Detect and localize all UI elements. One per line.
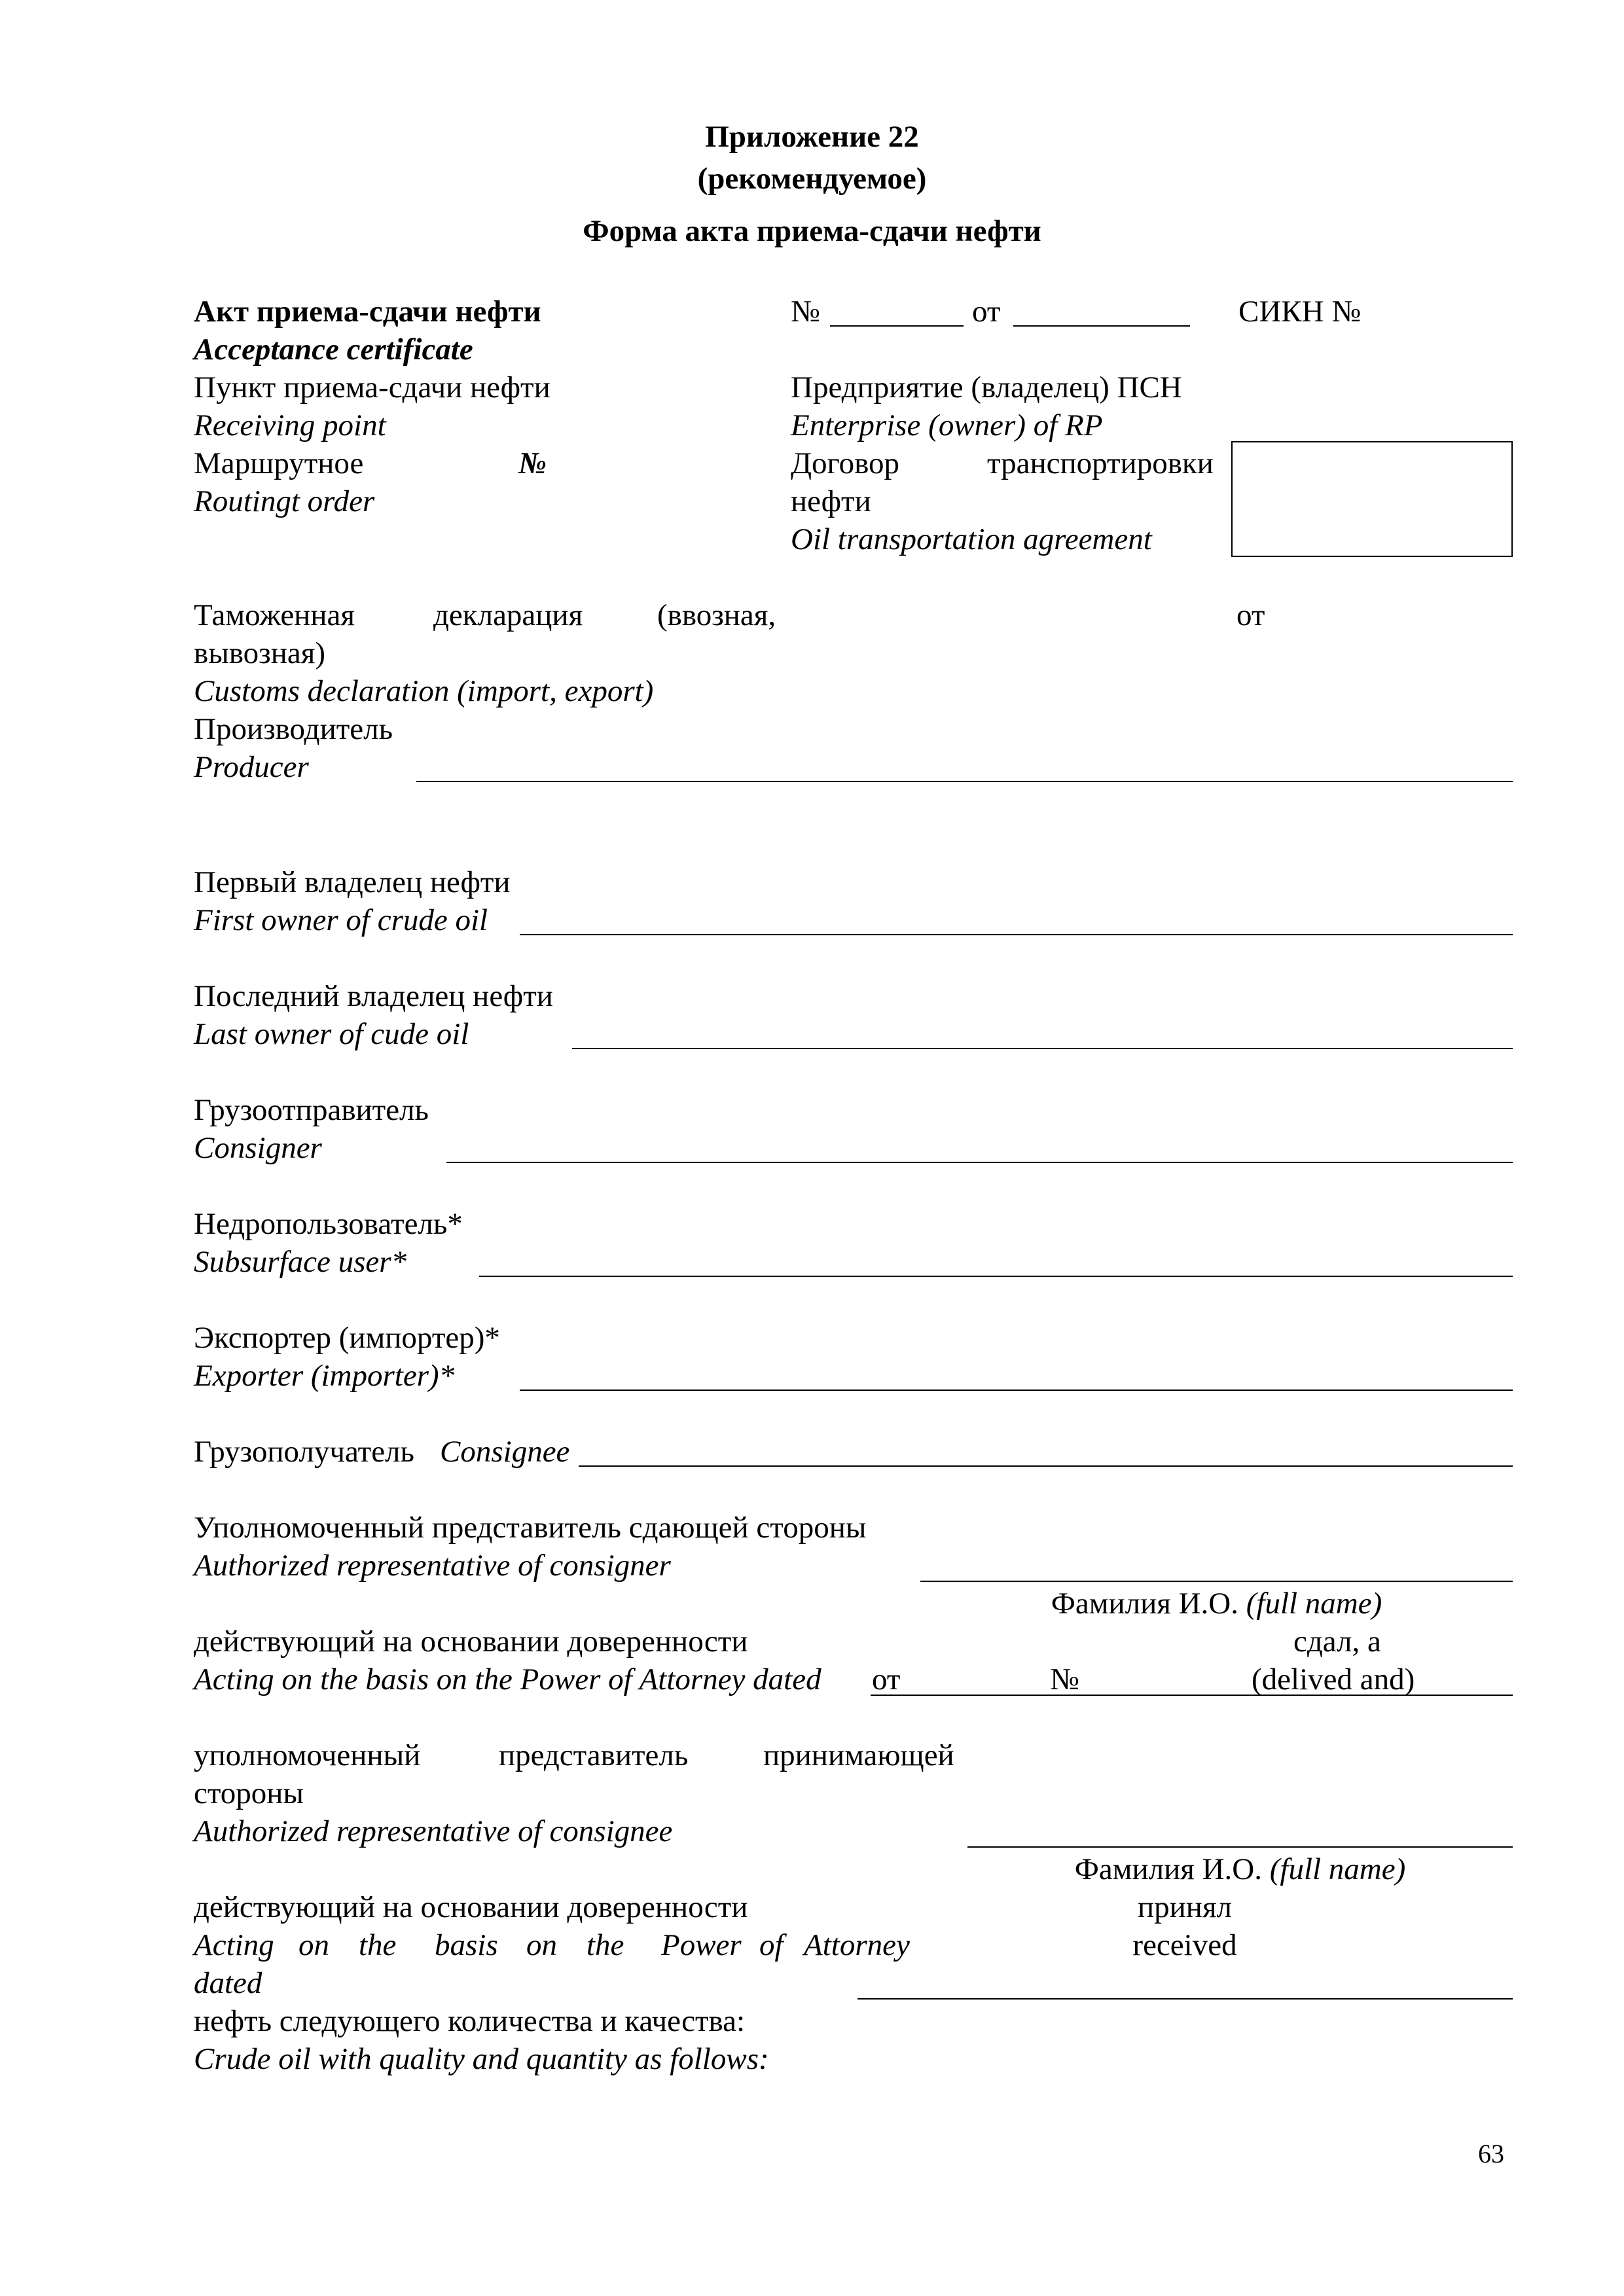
enterprise-label-ru: Предприятие (владелец) ПСН [791, 370, 1182, 404]
consignee-rep-poa-en-word-9: Attorney [804, 1928, 910, 1962]
customs-word-2: декларация [433, 598, 583, 632]
consigner-rep-name-caption [920, 1585, 1513, 1623]
routing-order-label-en: Routingt order [194, 484, 375, 518]
consigner-rep-name-caption-en: (full name) [1246, 1587, 1382, 1621]
consigner-rep-poa-date-label: от [872, 1662, 901, 1696]
first-owner-field[interactable] [520, 934, 1513, 935]
consignee-rep-poa-en-word-3: the [359, 1928, 397, 1962]
consignee-rep-poa-en-word-1: Acting [194, 1928, 274, 1962]
exporter-label-ru: Экспортер (импортер)* [194, 1321, 500, 1355]
consignee-label-ru: Грузополучатель [194, 1435, 414, 1469]
consignee-rep-word-2: представитель [499, 1738, 689, 1772]
consignee-field[interactable] [579, 1465, 1513, 1467]
consigner-rep-poa-number-label: № [1050, 1662, 1079, 1696]
appendix-subtitle: (рекомендуемое) [697, 162, 927, 196]
exporter-label-en: Exporter (importer)* [194, 1359, 455, 1393]
exporter-field[interactable] [520, 1390, 1513, 1391]
subsurface-user-field[interactable] [479, 1276, 1513, 1277]
consigner-rep-handed-ru: сдал, а [1293, 1624, 1381, 1659]
agreement-label-ru-line2: нефти [791, 484, 871, 518]
consignee-rep-name-caption [967, 1850, 1513, 1888]
agreement-word-1: Договор [791, 446, 900, 480]
certificate-title-en: Acceptance certificate [194, 332, 473, 367]
agreement-word-2: транспортировки [987, 446, 1214, 480]
certificate-date-label: от [972, 295, 1001, 329]
consignee-rep-poa-en-word-5: on [526, 1928, 557, 1962]
agreement-label-en: Oil transportation agreement [791, 522, 1152, 556]
consigner-rep-poa-label-ru: действующий на основании доверенности [194, 1624, 748, 1659]
consigner-rep-poa-label-en: Acting on the basis on the Power of Attorney dated [194, 1662, 821, 1696]
consignee-rep-received-en: received [1132, 1928, 1237, 1962]
routing-order-number-label: № [518, 446, 547, 480]
subsurface-user-label-ru: Недропользователь* [194, 1207, 463, 1241]
page-number: 63 [1478, 2139, 1504, 2168]
consignee-rep-name-caption-ru: Фамилия И.О. [1074, 1852, 1262, 1886]
subsurface-user-label-en: Subsurface user* [194, 1245, 407, 1279]
customs-word-1: Таможенная [194, 598, 355, 632]
crude-oil-label-ru: нефть следующего количества и качества: [194, 2004, 746, 2038]
consignee-rep-poa-en-word-8: of [759, 1928, 784, 1962]
receiving-point-label-en: Receiving point [194, 408, 386, 442]
consigner-rep-label-en: Authorized representative of consigner [194, 1549, 671, 1583]
consignee-rep-label-en: Authorized representative of consignee [194, 1814, 673, 1848]
consignee-label-en: Consignee [440, 1435, 570, 1469]
customs-label-ru-line2: вывозная) [194, 636, 325, 670]
enterprise-label-en: Enterprise (owner) of RP [791, 408, 1103, 442]
certificate-number-field[interactable] [830, 325, 964, 327]
customs-date-label: от [1236, 598, 1265, 632]
consignee-rep-name-caption-en: (full name) [1269, 1852, 1406, 1886]
consigner-label-en: Consigner [194, 1131, 322, 1165]
consignee-rep-name-field[interactable] [967, 1846, 1513, 1848]
certificate-date-field[interactable] [1013, 325, 1190, 327]
appendix-title: Приложение 22 [705, 120, 919, 154]
last-owner-label-en: Last owner of cude oil [194, 1017, 469, 1051]
consignee-rep-word-1: уполномоченный [194, 1738, 421, 1772]
first-owner-label-en: First owner of crude oil [194, 903, 488, 937]
consigner-label-ru: Грузоотправитель [194, 1093, 429, 1127]
routing-order-label-ru: Маршрутное [194, 446, 364, 480]
producer-field[interactable] [416, 781, 1513, 782]
certificate-title-ru: Акт приема-сдачи нефти [194, 295, 541, 329]
agreement-number-box[interactable] [1231, 441, 1513, 557]
certificate-number-label: № [791, 295, 820, 329]
consignee-rep-poa-label-ru: действующий на основании доверенности [194, 1890, 748, 1924]
consigner-rep-label-ru: Уполномоченный представитель сдающей стороны [194, 1511, 867, 1545]
consignee-rep-poa-field[interactable] [857, 1998, 1513, 2000]
form-title: Форма акта приема-сдачи нефти [583, 214, 1041, 248]
consignee-rep-poa-en-line2: dated [194, 1966, 262, 2000]
producer-label-en: Producer [194, 750, 309, 784]
sikn-number-label: СИКН № [1238, 295, 1362, 329]
producer-label-ru: Производитель [194, 712, 393, 746]
customs-word-3: (ввозная, [657, 598, 776, 632]
consigner-field[interactable] [446, 1162, 1513, 1163]
consignee-rep-label-ru-line2: стороны [194, 1776, 304, 1810]
last-owner-field[interactable] [572, 1048, 1513, 1049]
last-owner-label-ru: Последний владелец нефти [194, 979, 553, 1013]
consignee-rep-word-3: принимающей [763, 1738, 954, 1772]
consigner-rep-handed-en: (delived and) [1252, 1662, 1415, 1696]
consigner-rep-poa-field[interactable] [871, 1695, 1513, 1696]
consigner-rep-name-caption-ru: Фамилия И.О. [1051, 1587, 1238, 1621]
consignee-rep-received-ru: принял [1137, 1890, 1233, 1924]
customs-label-en: Customs declaration (import, export) [194, 674, 654, 708]
crude-oil-label-en: Crude oil with quality and quantity as follows: [194, 2042, 769, 2076]
receiving-point-label-ru: Пункт приема-сдачи нефти [194, 370, 550, 404]
consignee-rep-poa-en-word-4: basis [435, 1928, 498, 1962]
consignee-rep-poa-en-word-2: on [298, 1928, 329, 1962]
consignee-rep-poa-en-word-6: the [586, 1928, 624, 1962]
first-owner-label-ru: Первый владелец нефти [194, 865, 511, 899]
consignee-rep-poa-en-word-7: Power [661, 1928, 742, 1962]
consigner-rep-name-field[interactable] [920, 1581, 1513, 1582]
